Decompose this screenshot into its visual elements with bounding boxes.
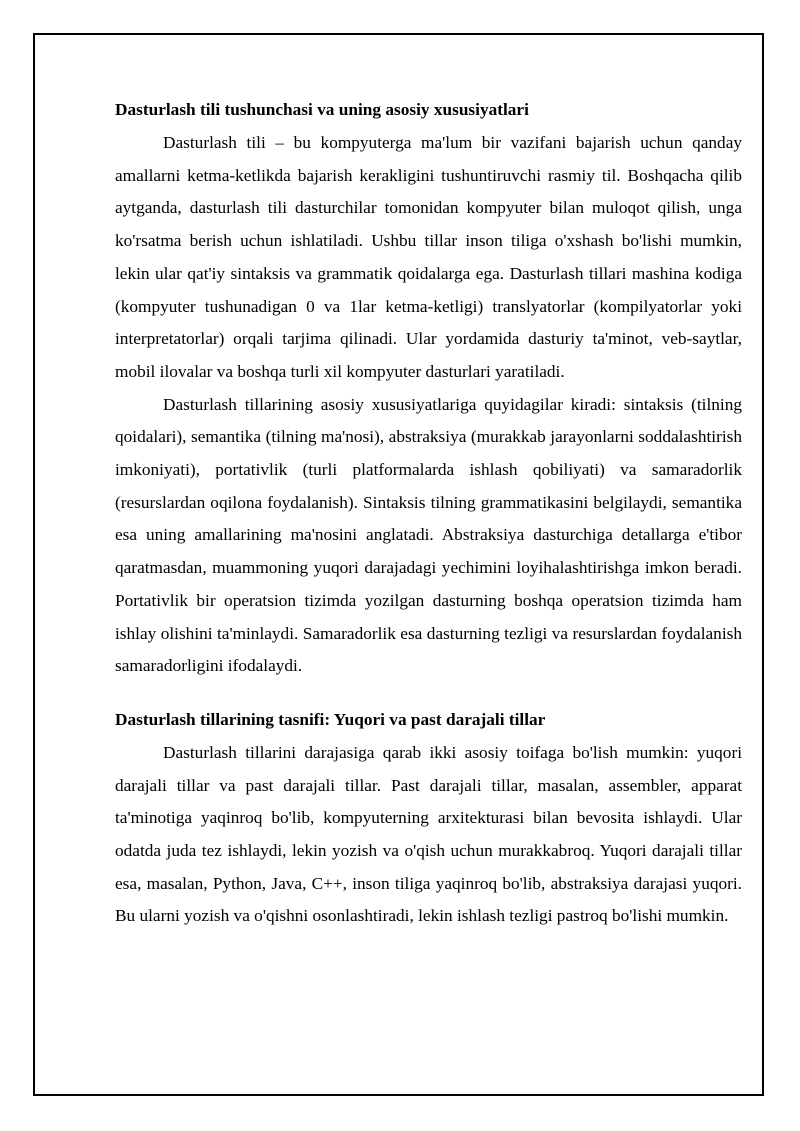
section-language-classification — [115, 707, 742, 933]
section-heading: Dasturlash tili tushunchasi va uning asosiy xususiyatlari — [115, 100, 529, 119]
document-body — [115, 97, 742, 933]
section-heading: Dasturlash tillarining tasnifi: Yuqori va past darajali tillar — [115, 709, 546, 729]
section-programming-language-concept — [115, 97, 742, 683]
paragraph: Dasturlash tillarining asosiy xususiyatlariga quyidagilar kiradi: sintaksis (tilning qoidalari), semantika (tilning ma'nosi), abstraksiya (murakkab jarayonlarni soddalashtirish imkoniyati), portativlik (turli platformalarda ishlash qobiliyati) va samaradorlik (resurslardan oqilona foydalanish). Sintaksis tilning grammatikasini belgilaydi, semantika esa uning amallarining ma'nosini anglatadi. Abstraksiya dasturchiga detallarga e'tibor qaratmasdan, muammoning yuqori darajadagi yechimini loyihalashtirishga imkon beradi. Portativlik bir operatsion tizimda yozilgan dasturning boshqa operatsion tizimda ham ishlay olishini ta'minlaydi. Samaradorlik esa dasturning tezligi va resurslardan foydalanish samaradorligini ifodalaydi. — [115, 394, 742, 676]
paragraph: Dasturlash tili – bu kompyuterga ma'lum bir vazifani bajarish uchun qanday amallarni ketma-ketlikda bajarish kerakligini tushuntiruvchi rasmiy til. Boshqacha qilib aytganda, dasturlash tili dasturchilar tomonidan kompyuter bilan muloqot qilish, unga ko'rsatma berish uchun ishlatiladi. Ushbu tillar inson tiliga o'xshash bo'lishi mumkin, lekin ular qat'iy sintaksis va grammatik qoidalarga ega. Dasturlash tillari mashina kodiga (kompyuter tushunadigan 0 va 1lar ketma-ketligi) translyatorlar (kompilyatorlar yoki interpretatorlar) orqali tarjima qilinadi. Ular yordamida dasturiy ta'minot, veb-saytlar, mobil ilovalar va boshqa turli xil kompyuter dasturlari yaratiladi. — [115, 133, 742, 381]
paragraph: Dasturlash tillarini darajasiga qarab ikki asosiy toifaga bo'lish mumkin: yuqori darajali tillar va past darajali tillar. Past darajali tillar, masalan, assembler, apparat ta'minotiga yaqinroq bo'lib, kompyuterning arxitekturasi bilan bevosita ishlaydi. Ular odatda juda tez ishlaydi, lekin yozish va o'qish uchun murakkabroq. Yuqori darajali tillar esa, masalan, Python, Java, C++, inson tiliga yaqinroq bo'lib, abstraksiya darajasi yuqori. Bu ularni yozish va o'qishni osonlashtiradi, lekin ishlash tezligi pastroq bo'lishi mumkin. — [115, 742, 742, 926]
